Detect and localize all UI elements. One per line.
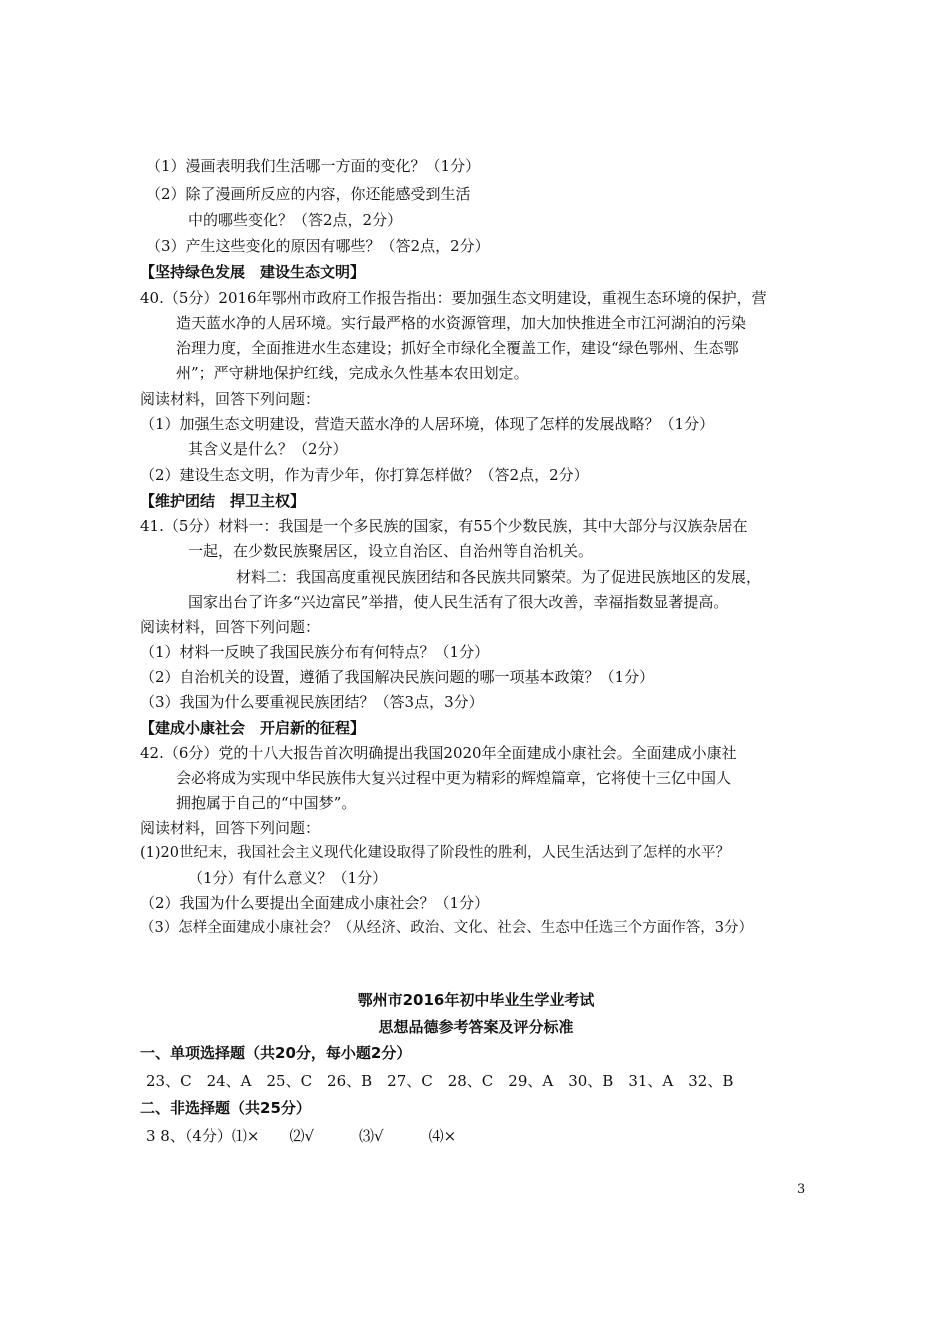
section-heading-green: 【坚持绿色发展 建设生态文明】: [140, 263, 366, 281]
section-heading-xiaokang: 【建成小康社会 开启新的征程】: [140, 719, 366, 737]
q39-sub-1: （1）漫画表明我们生活哪一方面的变化？（1分）: [146, 157, 481, 175]
part1-answers: 23、C 24、A 25、C 26、B 27、C 28、C 29、A 30、B 31、A 32、B: [146, 1072, 734, 1090]
q40-stem-line: 州”；严守耕地保护红线，完成永久性基本农田划定。: [176, 364, 529, 382]
q41-stem-line: 一起，在少数民族聚居区，设立自治区、自治州等自治机关。: [188, 542, 594, 560]
q38-answer: 3 8、（4分）⑴× ⑵√ ⑶√ ⑷×: [146, 1127, 457, 1145]
q39-sub-2-cont: 中的哪些变化？（答2点，2分）: [188, 211, 403, 229]
q42-sub-1: (1)20世纪末，我国社会主义现代化建设取得了阶段性的胜利，人民生活达到了怎样的水平？: [140, 845, 730, 861]
q41-prompt: 阅读材料，回答下列问题：: [140, 618, 321, 636]
q42-sub-1-cont: （1分）有什么意义？（1分）: [188, 869, 388, 887]
answer-subtitle: 思想品德参考答案及评分标准: [378, 1018, 574, 1036]
q41-sub-1: （1）材料一反映了我国民族分布有何特点？（1分）: [140, 643, 490, 661]
q41-sub-3: （3）我国为什么要重视民族团结？（答3点，3分）: [140, 693, 484, 711]
q42-sub-3: （3）怎样全面建成小康社会？（从经济、政治、文化、社会、生态中任选三个方面作答，3分）: [140, 920, 753, 936]
q42-stem-line: 拥抱属于自己的“中国梦”。: [176, 794, 357, 812]
q42-sub-2: （2）我国为什么要提出全面建成小康社会？（1分）: [140, 894, 490, 912]
q40-stem-line: 治理力度，全面推进水生态建设；抓好全市绿化全覆盖工作，建设“绿色鄂州、生态鄂: [176, 339, 739, 357]
q41-stem-line: 国家出台了许多“兴边富民”举措，使人民生活有了很大改善，幸福指数显著提高。: [188, 593, 729, 611]
page-number: 3: [797, 1182, 806, 1197]
q39-sub-2: （2）除了漫画所反应的内容，你还能感受到生活: [146, 185, 471, 203]
q41-sub-2: （2）自治机关的设置，遵循了我国解决民族问题的哪一项基本政策？（1分）: [140, 668, 655, 686]
q40-sub-1: （1）加强生态文明建设，营造天蓝水净的人居环境，体现了怎样的发展战略？（1分）: [140, 415, 715, 433]
part2-heading: 二、非选择题（共25分）: [140, 1099, 311, 1117]
q41-stem-line: 材料二：我国高度重视民族团结和各民族共同繁荣。为了促进民族地区的发展，: [236, 568, 762, 586]
q41-stem-line: 41.（5分）材料一：我国是一个多民族的国家，有55个少数民族，其中大部分与汉族杂居在: [140, 517, 748, 535]
q42-stem-line: 会必将成为实现中华民族伟大复兴过程中更为精彩的辉煌篇章，它将使十三亿中国人: [176, 769, 732, 787]
q40-stem-line: 造天蓝水净的人居环境。实行最严格的水资源管理，加大加快推进全市江河湖泊的污染: [176, 314, 747, 332]
q39-sub-3: （3）产生这些变化的原因有哪些？（答2点，2分）: [146, 237, 490, 255]
q40-sub-1-cont: 其含义是什么？（2分）: [188, 440, 348, 458]
q40-stem-line: 40.（5分）2016年鄂州市政府工作报告指出：要加强生态文明建设，重视生态环境的保护，营: [140, 289, 767, 307]
q40-sub-2: （2）建设生态文明，作为青少年，你打算怎样做？（答2点，2分）: [140, 466, 589, 484]
q40-prompt: 阅读材料，回答下列问题：: [140, 390, 321, 408]
q42-prompt: 阅读材料，回答下列问题：: [140, 819, 321, 837]
answer-title: 鄂州市2016年初中毕业生学业考试: [357, 991, 595, 1009]
section-heading-unity: 【维护团结 捍卫主权】: [140, 492, 306, 510]
part1-heading: 一、单项选择题（共20分，每小题2分）: [140, 1044, 412, 1062]
q42-stem-line: 42.（6分）党的十八大报告首次明确提出我国2020年全面建成小康社会。全面建成小康社: [140, 744, 737, 762]
